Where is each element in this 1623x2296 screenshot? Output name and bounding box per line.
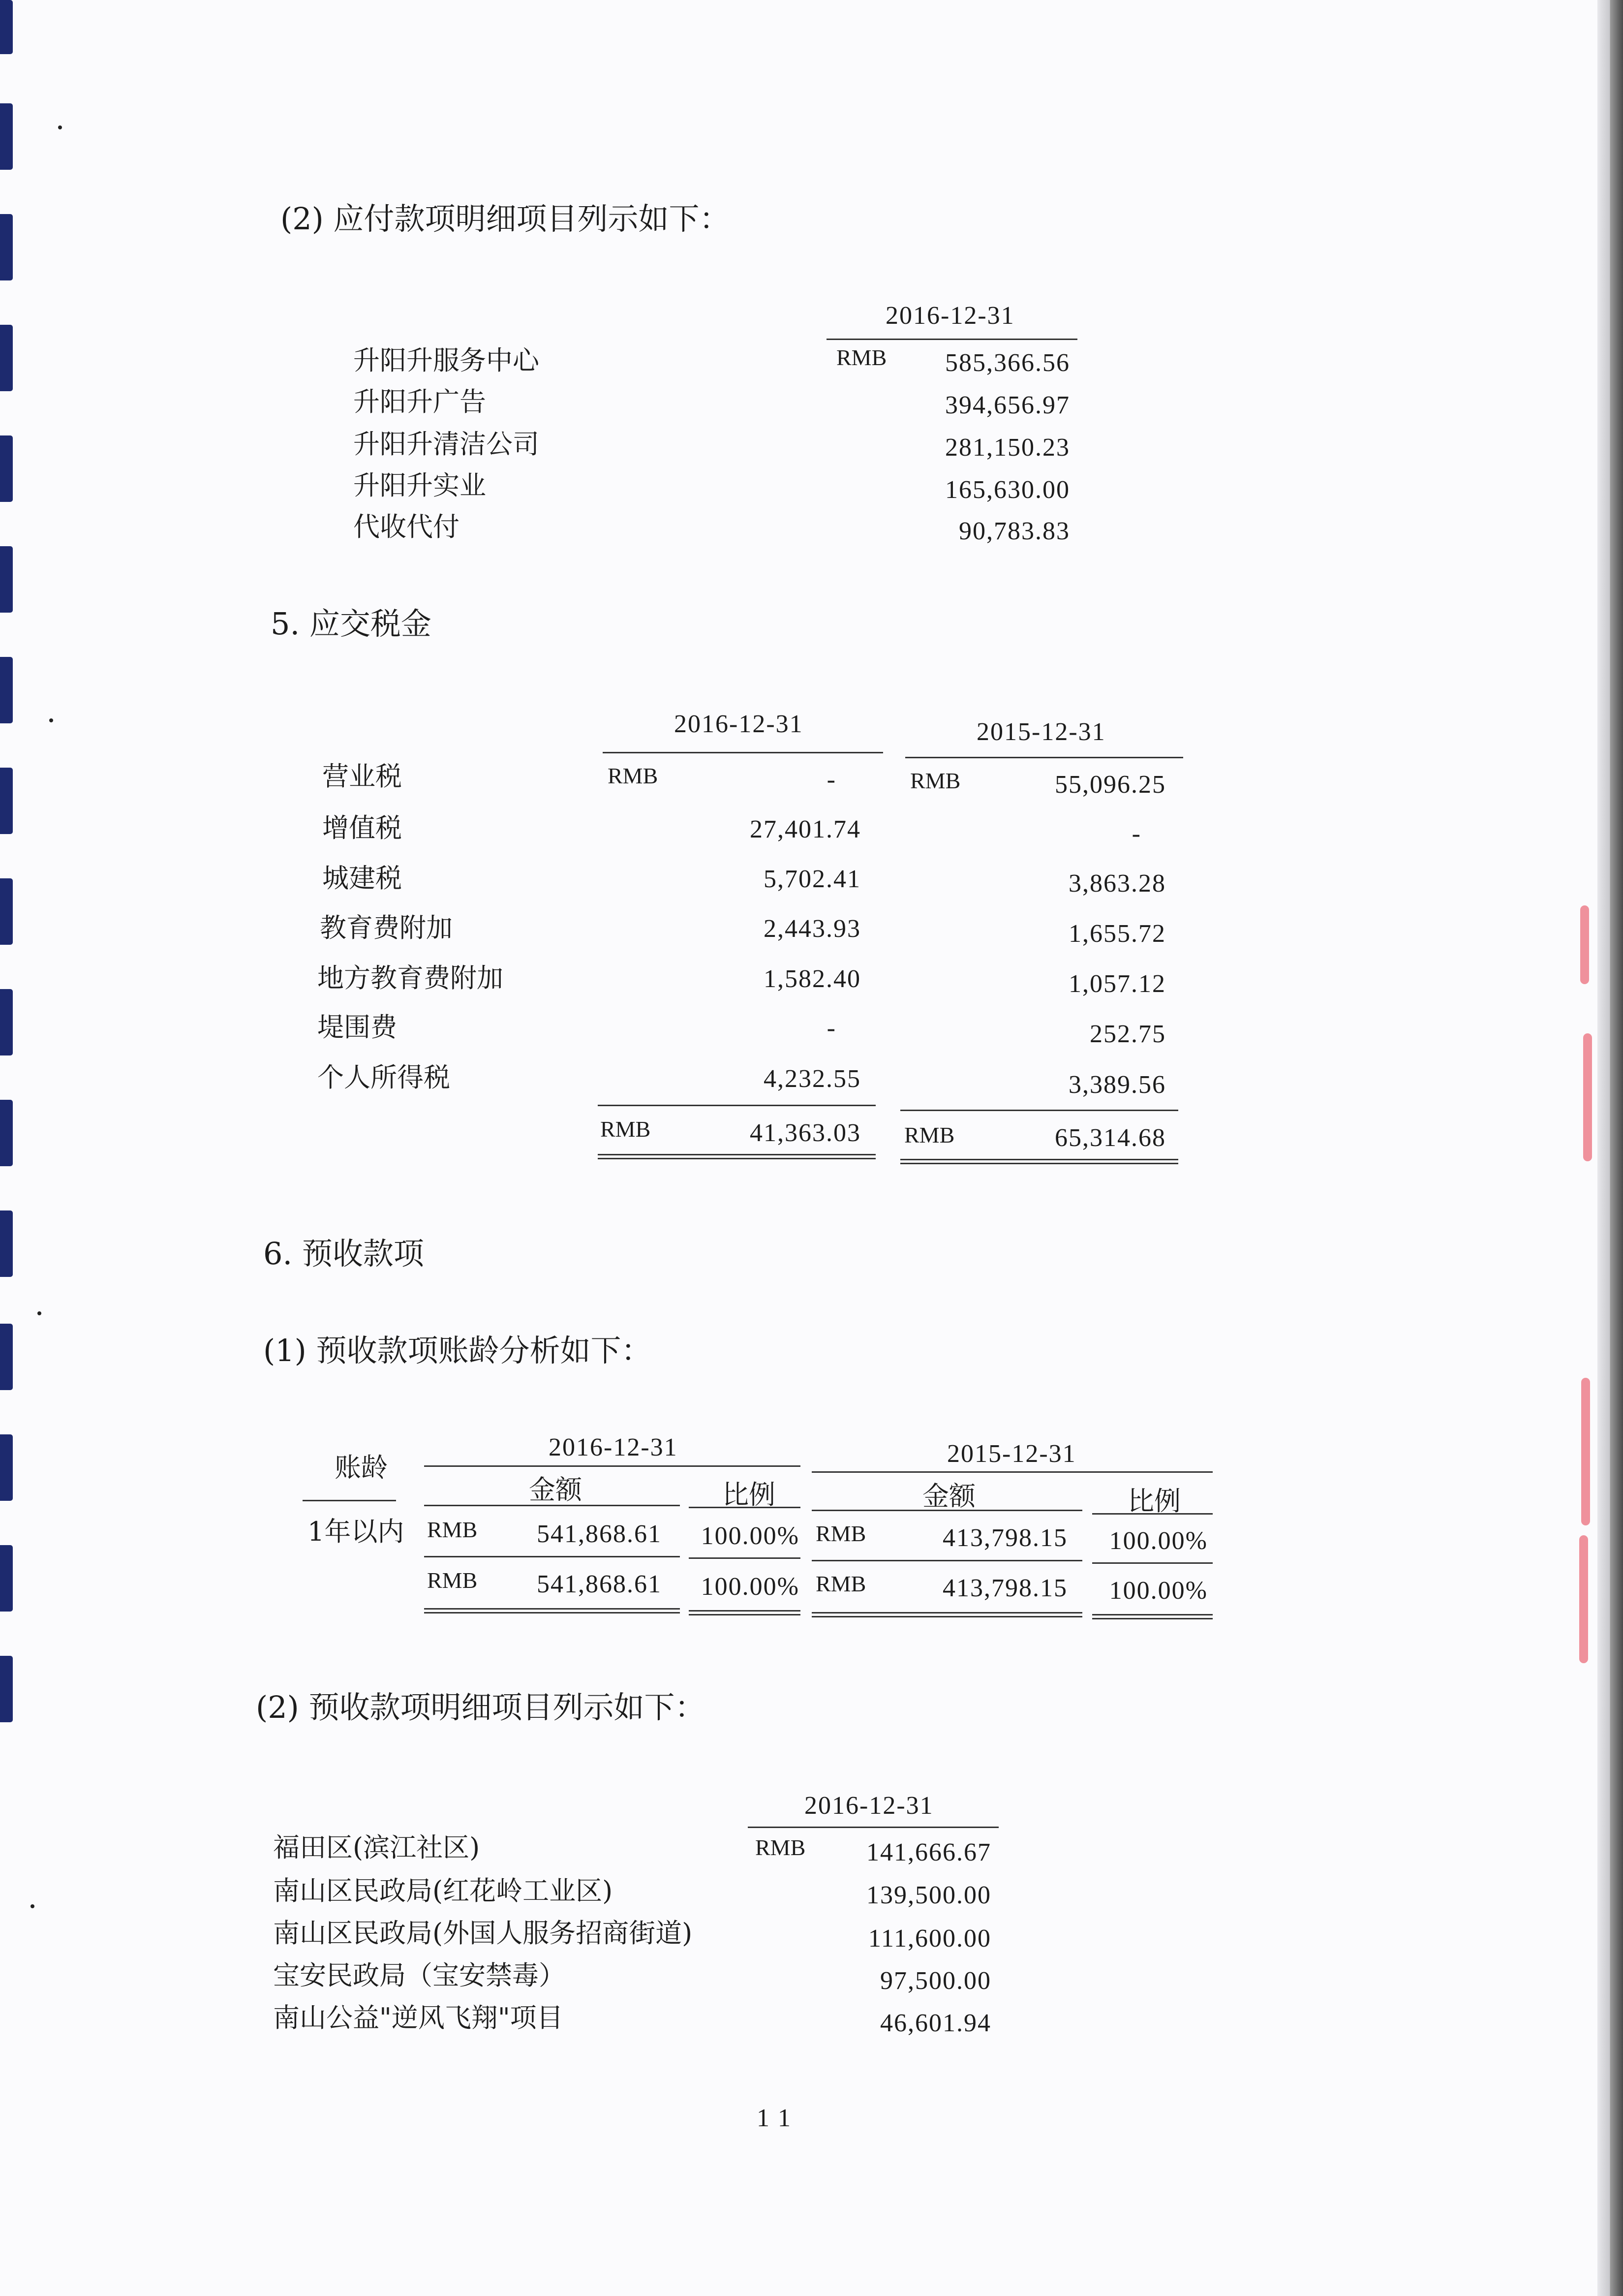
currency-label: RMB	[910, 768, 961, 793]
speck	[49, 718, 53, 722]
aging-total-ratio-2015: 100.00%	[1109, 1577, 1208, 1605]
red-mark	[1580, 905, 1589, 984]
binding-hole	[0, 214, 13, 280]
advances-detail-row-amount: 97,500.00	[880, 1967, 991, 1995]
aging-heading: (1) 预收款项账龄分析如下：	[263, 1333, 652, 1368]
subtotal-rule	[900, 1110, 1178, 1111]
tax-value-2015: 1,655.72	[1069, 920, 1166, 948]
speck	[58, 125, 62, 129]
advances-detail-row-name: 南山公益"逆风飞翔"项目	[273, 2002, 563, 2033]
aging-total-ratio-2016: 100.00%	[701, 1573, 799, 1601]
binding-hole	[0, 1324, 13, 1390]
aging-total-amount-2015: 413,798.15	[943, 1574, 1068, 1602]
red-mark	[1579, 1535, 1588, 1663]
tax-value-2016: 2,443.93	[764, 915, 861, 943]
aging-ratio-2015: 100.00%	[1109, 1527, 1208, 1555]
tax-value-2016: 27,401.74	[750, 815, 861, 843]
header-rule	[424, 1505, 680, 1506]
aging-ratio-header: 比例	[722, 1479, 775, 1510]
binding-hole	[0, 1656, 13, 1722]
header-rule	[827, 339, 1077, 340]
payables-row-amount: 165,630.00	[945, 476, 1070, 504]
currency-label: RMB	[755, 1835, 806, 1860]
tax-value-2015: 1,057.12	[1069, 970, 1166, 998]
binding-hole	[0, 768, 13, 834]
taxes-col-2016-header: 2016-12-31	[674, 710, 803, 738]
binding-hole	[0, 1210, 13, 1277]
advances-detail-row-name: 南山区民政局(红花岭工业区)	[273, 1875, 613, 1906]
binding-hole	[0, 103, 13, 170]
advances-detail-row-amount: 46,601.94	[880, 2009, 991, 2037]
tax-row-name: 个人所得税	[317, 1062, 450, 1093]
aging-amount-2016: 541,868.61	[537, 1520, 662, 1548]
tax-value-2016: 4,232.55	[764, 1065, 861, 1093]
currency-label: RMB	[904, 1122, 955, 1148]
payables-date-header: 2016-12-31	[886, 302, 1015, 330]
currency-label: RMB	[836, 345, 887, 370]
header-rule	[603, 752, 883, 753]
tax-value-2015: 3,389.56	[1069, 1071, 1166, 1099]
advances-detail-row-name: 宝安民政局（宝安禁毒）	[273, 1960, 565, 1991]
tax-value-2015: 252.75	[1090, 1020, 1166, 1048]
total-double-rule	[689, 1610, 800, 1615]
currency-label: RMB	[608, 763, 658, 788]
page-number: 1 1	[757, 2104, 792, 2132]
subtotal-rule	[424, 1556, 680, 1557]
speck	[31, 1904, 34, 1908]
payables-row-name: 升阳升服务中心	[353, 345, 539, 376]
tax-row-name: 营业税	[322, 761, 402, 792]
binding-hole	[0, 435, 13, 502]
payables-row-name: 升阳升实业	[353, 470, 486, 501]
advances-detail-row-name: 福田区(滨江社区)	[273, 1832, 480, 1863]
header-rule	[303, 1500, 396, 1501]
subtotal-rule	[1092, 1562, 1213, 1564]
tax-value-2016: 5,702.41	[764, 865, 861, 893]
currency-label: RMB	[427, 1568, 478, 1593]
taxes-heading: 5. 应交税金	[271, 606, 431, 642]
currency-label: RMB	[427, 1517, 478, 1542]
subtotal-rule	[598, 1105, 876, 1106]
tax-row-name: 城建税	[322, 863, 402, 894]
taxes-col-2015-header: 2015-12-31	[977, 718, 1106, 746]
aging-total-amount-2016: 541,868.61	[537, 1570, 662, 1598]
total-double-rule	[900, 1159, 1178, 1164]
tax-value-2015: -	[1132, 820, 1141, 848]
red-mark	[1581, 1378, 1590, 1525]
binding-hole	[0, 325, 13, 391]
header-rule	[689, 1507, 800, 1508]
binding-hole	[0, 989, 13, 1055]
header-rule	[1092, 1513, 1213, 1515]
tax-row-name: 教育费附加	[320, 912, 453, 943]
binding-hole	[0, 657, 13, 723]
tax-row-name: 增值税	[322, 812, 402, 843]
advances-detail-row-name: 南山区民政局(外国人服务招商街道)	[273, 1918, 693, 1949]
advances-detail-date-header: 2016-12-31	[804, 1792, 934, 1820]
total-double-rule	[598, 1154, 876, 1159]
aging-col-2015-header: 2015-12-31	[947, 1440, 1076, 1468]
currency-label: RMB	[816, 1571, 866, 1596]
aging-amount-header: 金额	[922, 1481, 976, 1512]
total-double-rule	[424, 1608, 680, 1613]
header-rule	[905, 757, 1183, 758]
advances-detail-row-amount: 141,666.67	[866, 1838, 991, 1866]
binding-hole	[0, 878, 13, 945]
binding-hole	[0, 546, 13, 613]
aging-amount-header: 金额	[529, 1474, 582, 1505]
aging-ratio-header: 比例	[1128, 1486, 1181, 1517]
tax-value-2016: -	[827, 1014, 836, 1042]
header-rule	[812, 1471, 1213, 1473]
tax-row-name: 堤围费	[317, 1012, 397, 1043]
payables-row-amount: 585,366.56	[945, 349, 1070, 377]
tax-value-2016: -	[827, 766, 836, 794]
currency-label: RMB	[816, 1521, 866, 1546]
tax-value-2015: 3,863.28	[1069, 869, 1166, 898]
aging-age-label: 账龄	[335, 1452, 388, 1483]
tax-total-2016: 41,363.03	[750, 1119, 861, 1147]
binding-hole	[0, 0, 13, 54]
advances-detail-row-amount: 139,500.00	[866, 1881, 991, 1909]
header-rule	[424, 1465, 800, 1467]
aging-ratio-2016: 100.00%	[701, 1522, 799, 1550]
payables-row-name: 代收代付	[353, 511, 459, 542]
tax-value-2016: 1,582.40	[764, 965, 861, 993]
advances-detail-heading: (2) 预收款项明细项目列示如下：	[256, 1689, 705, 1725]
advances-heading: 6. 预收款项	[263, 1236, 424, 1272]
header-rule	[748, 1827, 999, 1828]
speck	[37, 1311, 41, 1315]
subtotal-rule	[812, 1560, 1082, 1561]
aging-amount-2015: 413,798.15	[943, 1524, 1068, 1552]
tax-value-2015: 55,096.25	[1055, 771, 1166, 799]
total-double-rule	[1092, 1614, 1213, 1619]
tax-total-2015: 65,314.68	[1055, 1124, 1166, 1152]
binding-hole	[0, 1100, 13, 1166]
payables-detail-heading: (2) 应付款项明细项目列示如下：	[280, 201, 730, 237]
total-double-rule	[812, 1612, 1082, 1617]
subtotal-rule	[689, 1557, 800, 1559]
page-edge-shadow	[1597, 0, 1623, 2296]
payables-row-amount: 394,656.97	[945, 391, 1070, 419]
payables-row-amount: 90,783.83	[959, 517, 1070, 545]
tax-row-name: 地方教育费附加	[317, 962, 503, 993]
aging-row-label: 1年以内	[307, 1516, 404, 1547]
currency-label: RMB	[600, 1117, 651, 1142]
header-rule	[812, 1510, 1082, 1511]
aging-col-2016-header: 2016-12-31	[549, 1433, 678, 1461]
binding-hole	[0, 1545, 13, 1612]
advances-detail-row-amount: 111,600.00	[868, 1924, 991, 1953]
payables-row-name: 升阳升广告	[353, 386, 486, 417]
payables-row-amount: 281,150.23	[945, 434, 1070, 462]
binding-hole	[0, 1434, 13, 1501]
red-mark	[1583, 1033, 1592, 1161]
payables-row-name: 升阳升清洁公司	[353, 429, 539, 460]
